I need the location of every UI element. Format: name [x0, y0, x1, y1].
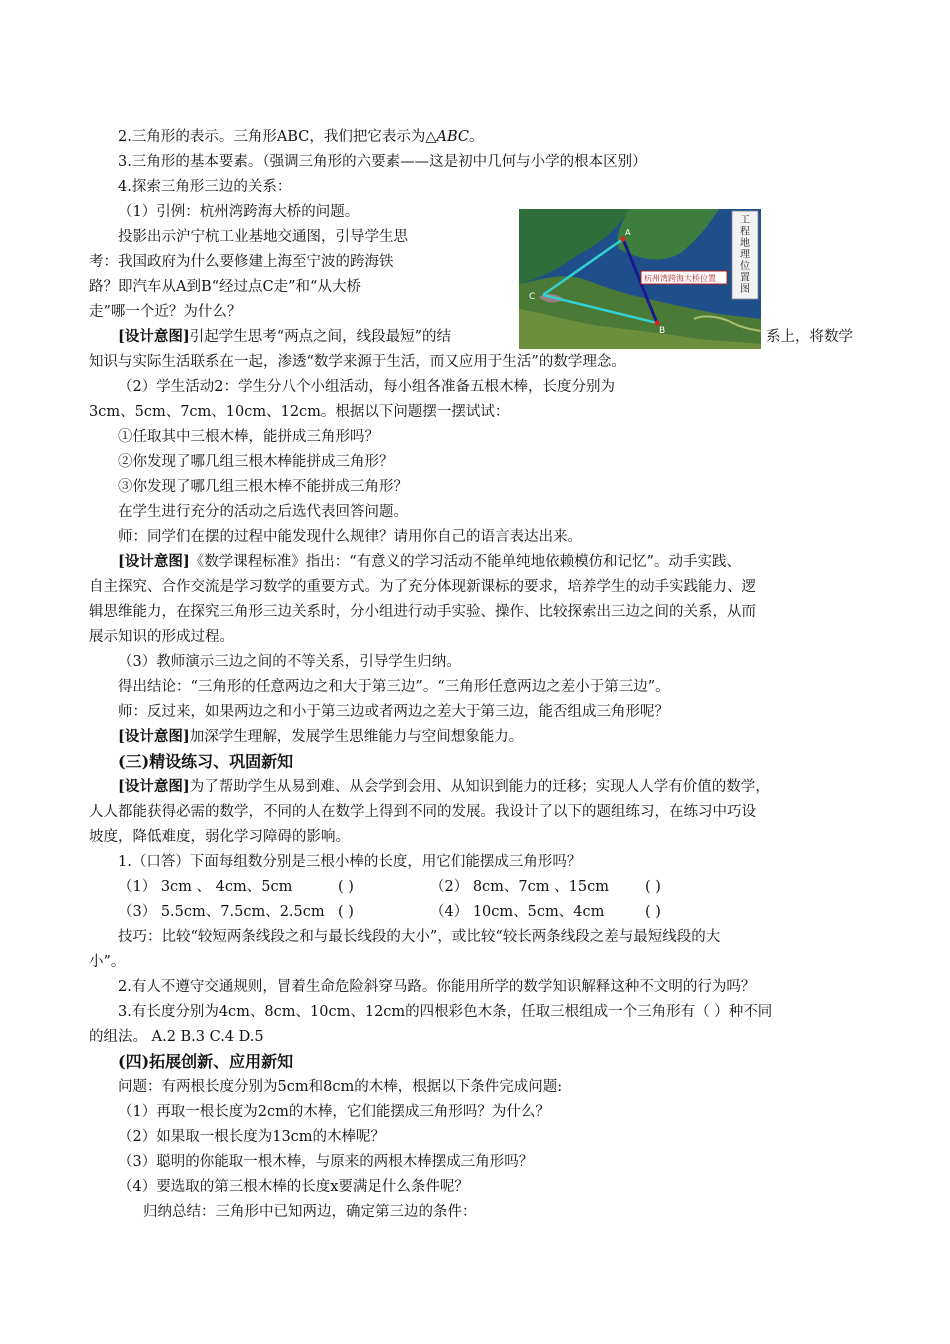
map-title-char: 图	[740, 284, 750, 295]
line-design-intent-1-tail: 系上，将数学	[766, 329, 853, 345]
exercise-blank-4: ( )	[645, 904, 661, 920]
map-title-char: 理	[740, 249, 750, 261]
line-design-intent-2-cont-3: 展示知识的形成过程。	[89, 629, 234, 645]
line-question-2: 路？即汽车从A到B“经过点C走”和“从大桥	[89, 279, 361, 295]
line-problem-4: （4）要选取的第三根木棒的长度x要满足什么条件呢？	[118, 1179, 469, 1195]
exercise-item-1: （1） 3cm 、 4cm、5cm	[118, 879, 293, 895]
line-example: （1）引例：杭州湾跨海大桥的问题。	[118, 204, 360, 220]
line-design-intent-3: [设计意图]加深学生理解，发展学生思维能力与空间想象能力。	[118, 728, 524, 745]
map-title-char: 位	[740, 261, 750, 272]
line-design-intent-1: [设计意图]引起学生思考“两点之间，线段最短”的结	[118, 328, 452, 345]
line-exercise-3-options: 的组法。 A.2 B.3 C.4 D.5	[89, 1029, 264, 1045]
line-q2: ②你发现了哪几组三根木棒能拼成三角形？	[118, 454, 394, 470]
line-activity-2: （2）学生活动2：学生分八个小组活动，每小组各准备五根木棒，长度分别为	[118, 379, 615, 395]
line-problem-1: （1）再取一根长度为2cm的木棒，它们能摆成三角形吗？为什么？	[118, 1104, 550, 1120]
map-title-char: 工	[740, 215, 750, 226]
line-summary: 归纳总结：三角形中已知两边，确定第三边的条件：	[143, 1204, 477, 1220]
line-teacher-2: 师：反过来，如果两边之和小于第三边或者两边之差大于第三边，能否组成三角形呢？	[118, 704, 669, 720]
map-title-char: 地	[740, 238, 750, 249]
line-q1: ①任取其中三根木棒，能拼成三角形吗？	[118, 429, 379, 445]
line-problem-3: （3）聪明的你能取一根木棒，与原来的两根木棒摆成三角形吗？	[118, 1154, 534, 1170]
line-demo: （3）教师演示三边之间的不等关系，引导学生归纳。	[118, 654, 461, 670]
line-projection: 投影出示沪宁杭工业基地交通图，引导学生思	[118, 229, 408, 245]
line-basic-elements: 3.三角形的基本要素。（强调三角形的六要素——这是初中几何与小学的根本区别）	[118, 154, 647, 170]
section-heading-3: (三)精设练习、巩固新知	[118, 752, 294, 771]
line-design-intent-2-cont-2: 辑思维能力，在探究三角形三边关系时，分小组进行动手实验、操作、比较探索出三边之间的关系，从而	[89, 604, 756, 620]
line-question-3: 走”哪一个近？为什么？	[89, 304, 242, 320]
line-design-intent-4-cont-2: 坡度，降低难度，弱化学习障碍的影响。	[89, 829, 350, 845]
map-caption: 杭州湾跨海大桥位置	[644, 274, 716, 283]
line-conclusion: 得出结论：“三角形的任意两边之和大于第三边”。“三角形任意两边之差小于第三边”。	[118, 679, 670, 695]
exercise-item-3: （3） 5.5cm、7.5cm、2.5cm	[118, 904, 325, 920]
line-lengths: 3cm、5cm、7cm、10cm、12cm。根据以下问题摆一摆试试：	[89, 404, 510, 420]
line-question-1: 考：我国政府为什么要修建上海至宁波的跨海铁	[89, 254, 394, 270]
line-tip: 技巧：比较“较短两条线段之和与最长线段的大小”，或比较“较长两条线段之差与最短线段的大	[118, 929, 721, 945]
line-answer: 在学生进行充分的活动之后选代表回答问题。	[118, 504, 408, 520]
line-design-intent-2: [设计意图]《数学课程标准》指出：“有意义的学习活动不能单纯地依赖模仿和记忆”。动手实践、	[118, 553, 742, 570]
line-q3: ③你发现了哪几组三根木棒不能拼成三角形？	[118, 479, 408, 495]
line-design-intent-4: [设计意图]为了帮助学生从易到难、从会学到会用、从知识到能力的迁移；实现人人学有价值的数学，	[118, 778, 770, 795]
bridge-location-map	[519, 209, 761, 349]
line-design-intent-4-cont-1: 人人都能获得必需的数学，不同的人在数学上得到不同的发展。我设计了以下的题组练习，在练习中巧设	[89, 804, 756, 820]
map-point-a	[621, 237, 626, 242]
line-design-intent-1-cont: 知识与实际生活联系在一起，渗透“数学来源于生活，而又应用于生活”的数学理念。	[89, 354, 626, 370]
line-problem: 问题：有两根长度分别为5cm和8cm的木棒，根据以下条件完成问题:	[118, 1079, 563, 1095]
line-triangle-notation: 2.三角形的表示。三角形ABC，我们把它表示为△ABC。	[118, 129, 484, 145]
section-heading-4: (四)拓展创新、应用新知	[118, 1052, 294, 1071]
exercise-item-4: （4） 10cm、5cm、4cm	[430, 904, 605, 920]
line-tip-cont: 小”。	[89, 954, 126, 970]
map-point-b	[655, 321, 660, 326]
exercise-item-2: （2） 8cm、7cm 、15cm	[430, 879, 609, 895]
map-label-c: C	[529, 292, 536, 302]
line-design-intent-2-cont-1: 自主探究、合作交流是学习数学的重要方式。为了充分体现新课标的要求，培养学生的动手实践能力、逻	[89, 579, 756, 595]
exercise-blank-3: ( )	[338, 904, 354, 920]
line-exercise-2: 2.有人不遵守交通规则，冒着生命危险斜穿马路。你能用所学的数学知识解释这种不文明的行为吗？	[118, 979, 756, 995]
line-explore-sides: 4.探索三角形三边的关系：	[118, 179, 292, 195]
line-teacher-1: 师：同学们在摆的过程中能发现什么规律？请用你自己的语言表达出来。	[118, 529, 582, 545]
map-label-a: A	[625, 228, 631, 237]
exercise-blank-1: ( )	[338, 879, 354, 895]
exercise-blank-2: ( )	[645, 879, 661, 895]
line-exercise-1: 1.（口答）下面每组数分别是三根小棒的长度，用它们能摆成三角形吗？	[118, 854, 582, 870]
map-title-char: 置	[740, 272, 750, 284]
map-label-b: B	[659, 326, 666, 336]
map-title	[740, 214, 750, 295]
line-problem-2: （2）如果取一根长度为13cm的木棒呢？	[118, 1129, 386, 1145]
line-exercise-3: 3.有长度分别为4cm、8cm、10cm、12cm的四根彩色木条，任取三根组成一个三角形有（ ）种不同	[118, 1004, 773, 1020]
map-title-char: 程	[740, 226, 750, 238]
